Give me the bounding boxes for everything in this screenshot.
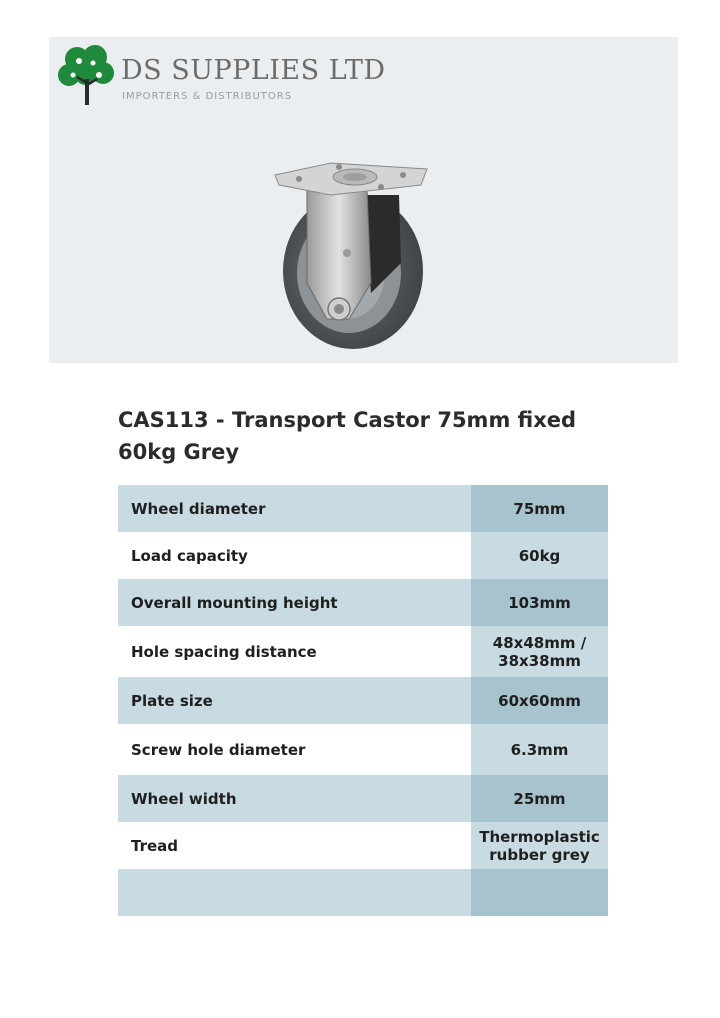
spec-label: Load capacity	[118, 532, 471, 579]
spec-row	[118, 775, 608, 822]
spec-row	[118, 579, 608, 626]
spec-label: Wheel width	[118, 775, 471, 822]
spec-table	[118, 485, 608, 916]
brand-name: DS SUPPLIES LTD	[121, 55, 386, 86]
spec-value: 60kg	[471, 532, 608, 579]
spec-row	[118, 677, 608, 724]
spec-label: Tread	[118, 822, 471, 869]
spec-label: Hole spacing distance	[118, 626, 471, 677]
spec-row	[118, 822, 608, 869]
spec-value: 103mm	[471, 579, 608, 626]
spec-value: 25mm	[471, 775, 608, 822]
spec-value: Thermoplastic rubber grey	[471, 822, 608, 869]
spec-value: 48x48mm / 38x38mm	[471, 626, 608, 677]
spec-value: 75mm	[471, 485, 608, 532]
spec-label: Plate size	[118, 677, 471, 724]
spec-row	[118, 724, 608, 775]
spec-row	[118, 869, 608, 916]
spec-value	[471, 869, 608, 916]
spec-label: Screw hole diameter	[118, 724, 471, 775]
spec-value: 6.3mm	[471, 724, 608, 775]
spec-label: Wheel diameter	[118, 485, 471, 532]
product-title: CAS113 - Transport Castor 75mm fixed 60kg Grey	[118, 408, 577, 464]
spec-label	[118, 869, 471, 916]
tree-icon	[57, 43, 117, 107]
brand-tagline: IMPORTERS & DISTRIBUTORS	[122, 91, 293, 102]
spec-row	[118, 485, 608, 532]
castor-wheel-icon	[271, 123, 437, 355]
spec-value: 60x60mm	[471, 677, 608, 724]
spec-label: Overall mounting height	[118, 579, 471, 626]
spec-row	[118, 532, 608, 579]
spec-row	[118, 626, 608, 677]
product-hero	[49, 37, 678, 363]
